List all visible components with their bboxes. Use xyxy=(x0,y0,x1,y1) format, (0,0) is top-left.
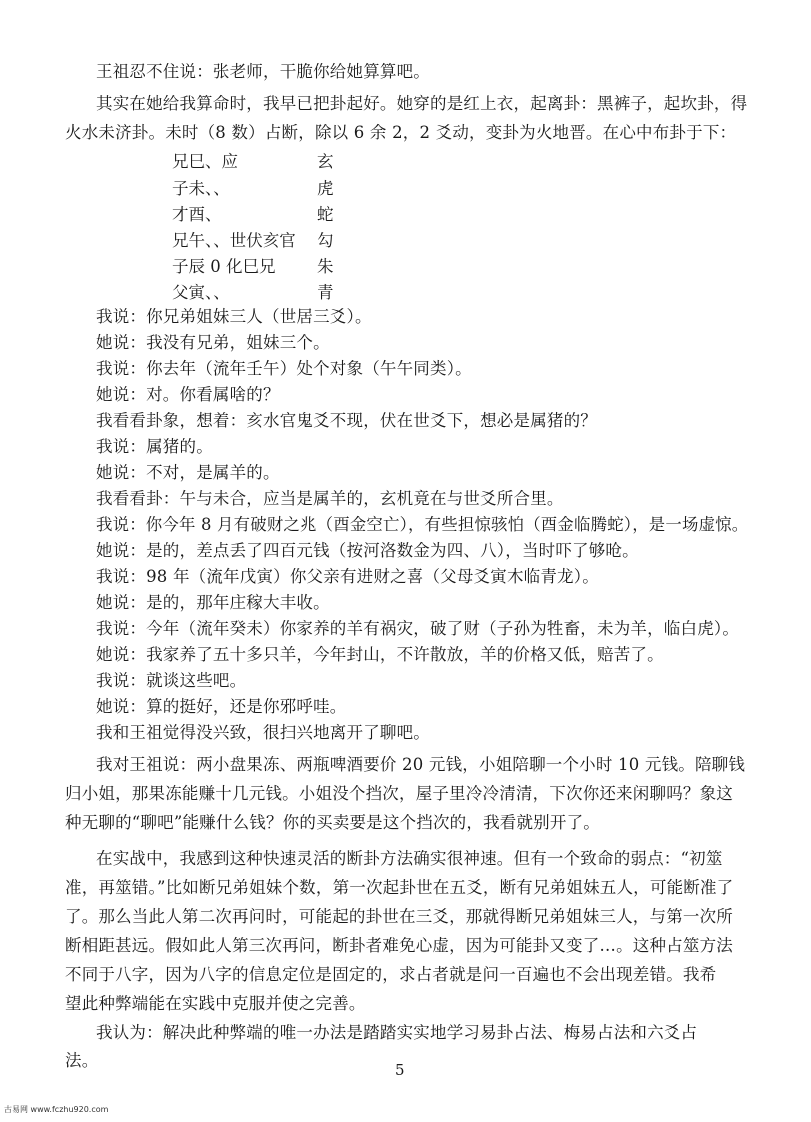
hexagram-spirit: 朱 xyxy=(317,257,334,276)
hexagram-spirit: 玄 xyxy=(317,152,334,171)
text-line: 王祖忍不住说：张老师，干脆你给她算算吧。 xyxy=(96,62,430,81)
text-line: 她说：我没有兄弟，姐妹三个。 xyxy=(96,333,330,352)
text-line: 我说：98 年（流年戊寅）你父亲有进财之喜（父母爻寅木临青龙）。 xyxy=(96,567,599,586)
text-line: 她说：算的挺好，还是你邪呼哇。 xyxy=(96,697,347,716)
text-line: 在实战中，我感到这种快速灵活的断卦方法确实很神速。但有一个致命的弱点：“初筮 xyxy=(96,849,723,868)
text-line: 法。 xyxy=(65,1051,99,1070)
text-line: 归小姐，那果冻能赚十几元钱。小姐没个挡次，屋子里冷冷清清，下次你还来闲聊吗？象这 xyxy=(65,784,733,803)
text-line: 我对王祖说：两小盘果冻、两瓶啤酒要价 20 元钱，小姐陪聊一个小时 10 元钱。陪聊钱 xyxy=(96,755,746,774)
text-line: 我看看卦：午与未合，应当是属羊的，玄机竟在与世爻所合里。 xyxy=(96,489,564,508)
hexagram-yao-line: 子辰 0 化巳兄 xyxy=(172,257,276,276)
hexagram-yao-line: 才酉、 xyxy=(172,205,222,224)
text-line: 她说：不对，是属羊的。 xyxy=(96,463,280,482)
text-line: 我说：你兄弟姐妹三人（世居三爻）。 xyxy=(96,307,372,326)
text-line: 我说：今年（流年癸未）你家养的羊有祸灾，破了财（子孙为牲畜，未为羊，临白虎）。 xyxy=(96,619,740,638)
page-number: 5 xyxy=(395,1061,405,1079)
text-line: 我看看卦象，想着：亥水官鬼爻不现，伏在世爻下，想必是属猪的？ xyxy=(96,411,597,430)
text-line: 其实在她给我算命时，我早已把卦起好。她穿的是红上衣，起离卦：黑裤子，起坎卦，得 xyxy=(96,94,748,113)
text-line: 她说：对。你看属啥的？ xyxy=(96,385,280,404)
hexagram-spirit: 青 xyxy=(317,283,334,302)
hexagram-yao-line: 兄巳、应 xyxy=(172,152,238,171)
text-line: 准，再筮错。”比如断兄弟姐妹个数，第一次起卦世在五爻，断有兄弟姐妹五人，可能断准了 xyxy=(65,878,734,897)
hexagram-spirit: 勾 xyxy=(317,231,334,250)
text-line: 不同于八字，因为八字的信息定位是固定的，求占者就是问一百遍也不会出现差错。我希 xyxy=(65,965,717,984)
text-line: 我说：你今年 8 月有破财之兆（酉金空亡），有些担惊骇怕（酉金临腾蛇），是一场虚惊。 xyxy=(96,515,749,534)
text-line: 她说：是的，那年庄稼大丰收。 xyxy=(96,593,330,612)
text-line: 了。那么当此人第二次再问时，可能起的卦世在三爻，那就得断兄弟姐妹三人，与第一次所 xyxy=(65,907,733,926)
text-line: 种无聊的“聊吧”能赚什么钱？你的买卖要是这个挡次的，我看就别开了。 xyxy=(65,813,600,832)
text-line: 她说：我家养了五十多只羊，今年封山，不许散放，羊的价格又低，赔苦了。 xyxy=(96,645,664,664)
text-line: 火水未济卦。未时（8 数）占断，除以 6 余 2，2 爻动，变卦为火地晋。在心中布卦于下： xyxy=(65,123,737,142)
hexagram-yao-line: 兄午、、世伏亥官 xyxy=(172,231,296,250)
footer-watermark: 古易网 www.fczhu920.com xyxy=(4,1105,109,1114)
text-line: 我认为：解决此种弊端的唯一办法是踏踏实实地学习易卦占法、梅易占法和六爻占 xyxy=(96,1023,698,1042)
hexagram-yao-line: 子未、、 xyxy=(172,179,230,198)
text-line: 望此种弊端能在实践中克服并使之完善。 xyxy=(65,994,366,1013)
hexagram-yao-line: 父寅、、 xyxy=(172,283,230,302)
hexagram-spirit: 虎 xyxy=(317,179,334,198)
text-line: 我说：属猪的。 xyxy=(96,437,213,456)
text-line: 她说：是的，差点丢了四百元钱（按河洛数金为四、八），当时吓了够呛。 xyxy=(96,541,639,560)
text-line: 断相距甚远。假如此人第三次再问，断卦者难免心虚，因为可能卦又变了…。这种占筮方法 xyxy=(65,936,733,955)
text-line: 我和王祖觉得没兴致，很扫兴地离开了聊吧。 xyxy=(96,723,430,742)
text-line: 我说：就谈这些吧。 xyxy=(96,671,247,690)
hexagram-spirit: 蛇 xyxy=(317,205,334,224)
text-line: 我说：你去年（流年壬午）处个对象（午午同类）。 xyxy=(96,359,472,378)
